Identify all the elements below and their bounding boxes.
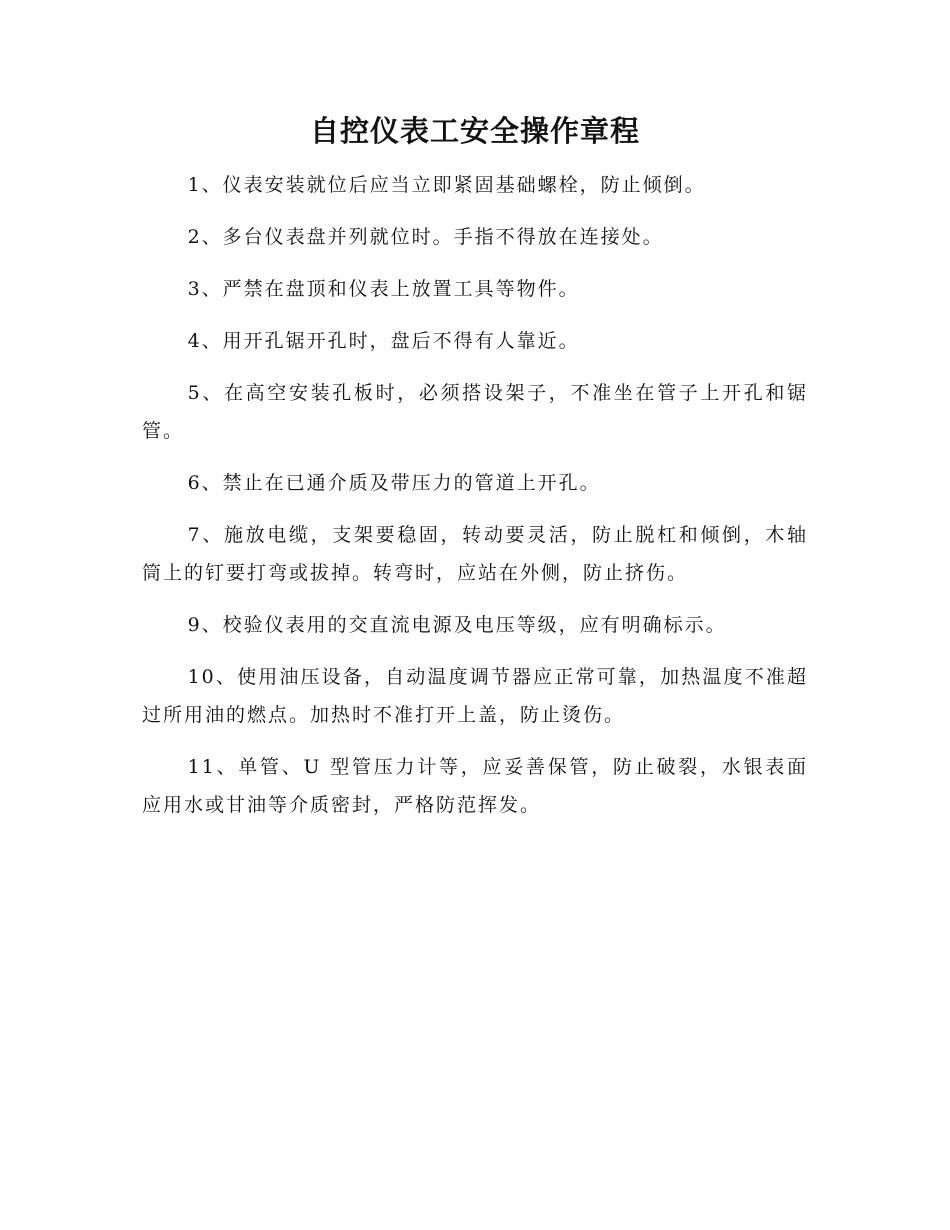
- paragraph-7: 7、施放电缆，支架要稳固，转动要灵活，防止脱杠和倾倒，木轴筒上的钉要打弯或拔掉。转弯时，应站在外侧，防止挤伤。: [142, 524, 808, 584]
- paragraph-9: 9、校验仪表用的交直流电源及电压等级，应有明确标示。: [187, 614, 727, 636]
- paragraph-11: 11、单管、U 型管压力计等，应妥善保管，防止破裂，水银表面应用水或甘油等介质密封，严格防范挥发。: [142, 756, 808, 816]
- paragraph-2: 2、多台仪表盘并列就位时。手指不得放在连接处。: [187, 226, 664, 248]
- paragraph-4: 4、用开孔锯开孔时，盘后不得有人靠近。: [187, 330, 580, 352]
- document-title: 自控仪表工安全操作章程: [309, 114, 640, 148]
- paragraph-5: 5、在高空安装孔板时，必须搭设架子，不准坐在管子上开孔和锯管。: [142, 382, 808, 442]
- document-body: [142, 166, 808, 838]
- paragraph-10: 10、使用油压设备，自动温度调节器应正常可靠，加热温度不准超过所用油的燃点。加热时不准打开上盖，防止烫伤。: [142, 666, 808, 726]
- paragraph-1: 1、仪表安装就位后应当立即紧固基础螺栓，防止倾倒。: [187, 174, 706, 196]
- paragraph-6: 6、禁止在已通介质及带压力的管道上开孔。: [187, 472, 601, 494]
- paragraph-3: 3、严禁在盘顶和仪表上放置工具等物件。: [187, 278, 580, 300]
